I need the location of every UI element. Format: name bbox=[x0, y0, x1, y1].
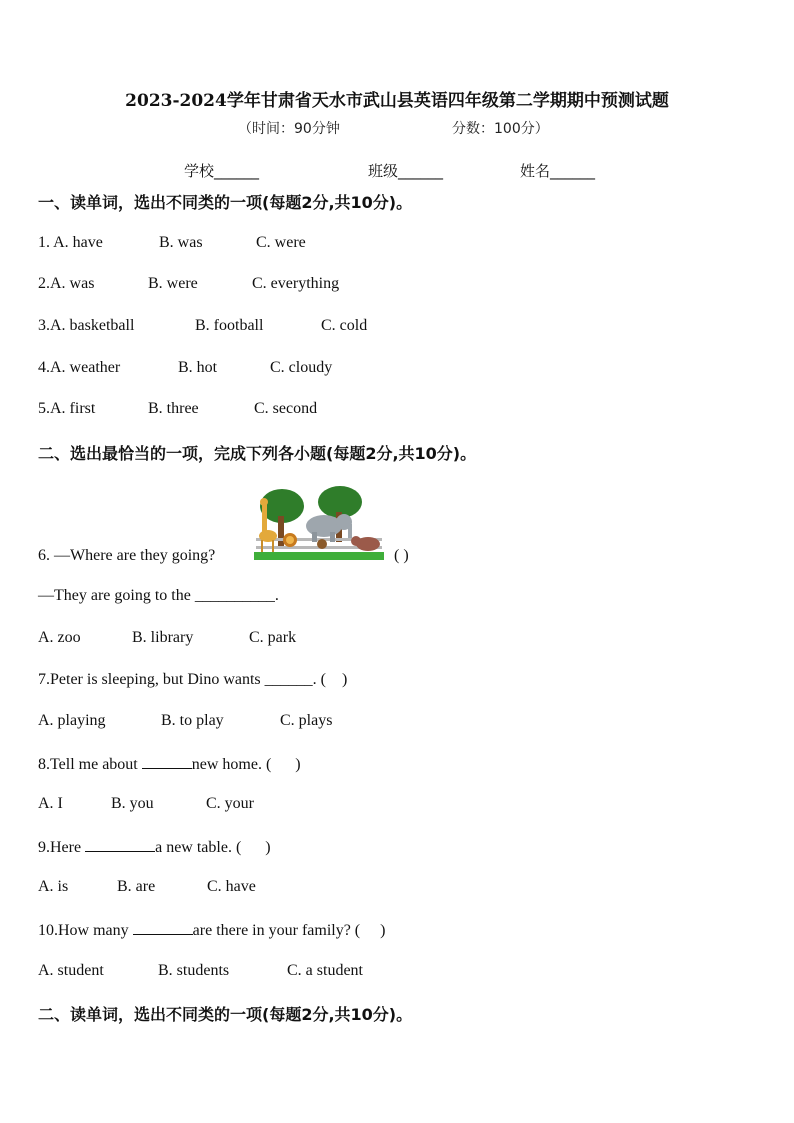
question-5 bbox=[38, 400, 95, 418]
option-a: A. have bbox=[53, 234, 103, 251]
option-a: A. first bbox=[50, 400, 96, 417]
class-label: 班级 bbox=[368, 162, 399, 180]
question-number: 5. bbox=[38, 400, 50, 417]
question-6-answer-line: —They are going to the __________. bbox=[38, 587, 279, 604]
score-label: 分数：100分） bbox=[452, 121, 549, 137]
option-c: C. a student bbox=[287, 962, 363, 979]
option-c: C. second bbox=[254, 400, 318, 417]
answer-blank bbox=[133, 920, 193, 935]
time-label: （时间：90分钟 bbox=[238, 121, 340, 137]
question-number: 3. bbox=[38, 317, 50, 334]
name-label: 姓名 bbox=[520, 162, 551, 180]
option-c: C. plays bbox=[280, 712, 333, 729]
question-2 bbox=[38, 275, 94, 293]
question-6-stem: 6. —Where are they going? bbox=[38, 547, 216, 564]
school-blank: ______ bbox=[214, 162, 260, 180]
option-b: B. three bbox=[148, 400, 199, 417]
section3-heading: 二、读单词，选出不同类的一项(每题2分,共10分)。 bbox=[38, 1005, 413, 1024]
option-a: A. student bbox=[38, 962, 104, 979]
option-a: A. weather bbox=[50, 359, 121, 376]
option-a: A. was bbox=[50, 275, 95, 292]
zoo-animals-illustration bbox=[252, 486, 386, 562]
option-a: A. zoo bbox=[38, 629, 81, 646]
answer-blank bbox=[142, 754, 192, 769]
option-c: C. were bbox=[256, 234, 306, 251]
option-b: B. was bbox=[159, 234, 203, 251]
question-7-stem: 7.Peter is sleeping, but Dino wants ______. ( ) bbox=[38, 671, 348, 688]
stem-start: 8.Tell me about bbox=[38, 756, 142, 773]
option-a: A. basketball bbox=[50, 317, 135, 334]
option-b: B. are bbox=[117, 878, 156, 895]
stem-start: 10.How many bbox=[38, 922, 133, 939]
class-field bbox=[368, 160, 443, 181]
option-a: A. I bbox=[38, 795, 63, 812]
section1-heading: 一、读单词，选出不同类的一项(每题2分,共10分)。 bbox=[38, 193, 413, 212]
stem-start: 9.Here bbox=[38, 839, 86, 856]
option-c: C. park bbox=[249, 629, 297, 646]
option-b: B. students bbox=[158, 962, 230, 979]
option-c: C. have bbox=[207, 878, 256, 895]
option-c: C. everything bbox=[252, 275, 340, 292]
page-title: 2023-2024学年甘肃省天水市武山县英语四年级第二学期期中预测试题 bbox=[125, 91, 669, 111]
question-9-stem bbox=[38, 837, 271, 857]
option-c: C. cold bbox=[321, 317, 368, 334]
name-field bbox=[520, 160, 595, 181]
option-b: B. football bbox=[195, 317, 264, 334]
answer-blank bbox=[85, 837, 155, 852]
option-b: B. hot bbox=[178, 359, 218, 376]
option-b: B. to play bbox=[161, 712, 224, 729]
question-8-stem bbox=[38, 754, 301, 774]
option-a: A. is bbox=[38, 878, 69, 895]
school-label: 学校 bbox=[184, 162, 215, 180]
question-1 bbox=[38, 234, 103, 252]
option-b: B. library bbox=[132, 629, 194, 646]
option-c: C. cloudy bbox=[270, 359, 333, 376]
question-4 bbox=[38, 359, 120, 377]
question-number: 4. bbox=[38, 359, 50, 376]
option-b: B. were bbox=[148, 275, 198, 292]
question-number: 1. bbox=[38, 234, 54, 251]
question-number: 2. bbox=[38, 275, 50, 292]
option-a: A. playing bbox=[38, 712, 106, 729]
option-c: C. your bbox=[206, 795, 254, 812]
name-blank: ______ bbox=[550, 162, 596, 180]
stem-end: are there in your family? ( ) bbox=[192, 922, 386, 939]
option-b: B. you bbox=[111, 795, 154, 812]
school-field bbox=[184, 160, 259, 181]
question-10-stem bbox=[38, 920, 385, 940]
stem-end: a new table. ( ) bbox=[155, 839, 271, 856]
question-3 bbox=[38, 317, 134, 335]
class-blank: ______ bbox=[398, 162, 444, 180]
section2-heading: 二、选出最恰当的一项，完成下列各小题(每题2分,共10分)。 bbox=[38, 444, 477, 463]
stem-end: new home. ( ) bbox=[191, 756, 301, 773]
question-6-paren: ( ) bbox=[394, 547, 409, 564]
